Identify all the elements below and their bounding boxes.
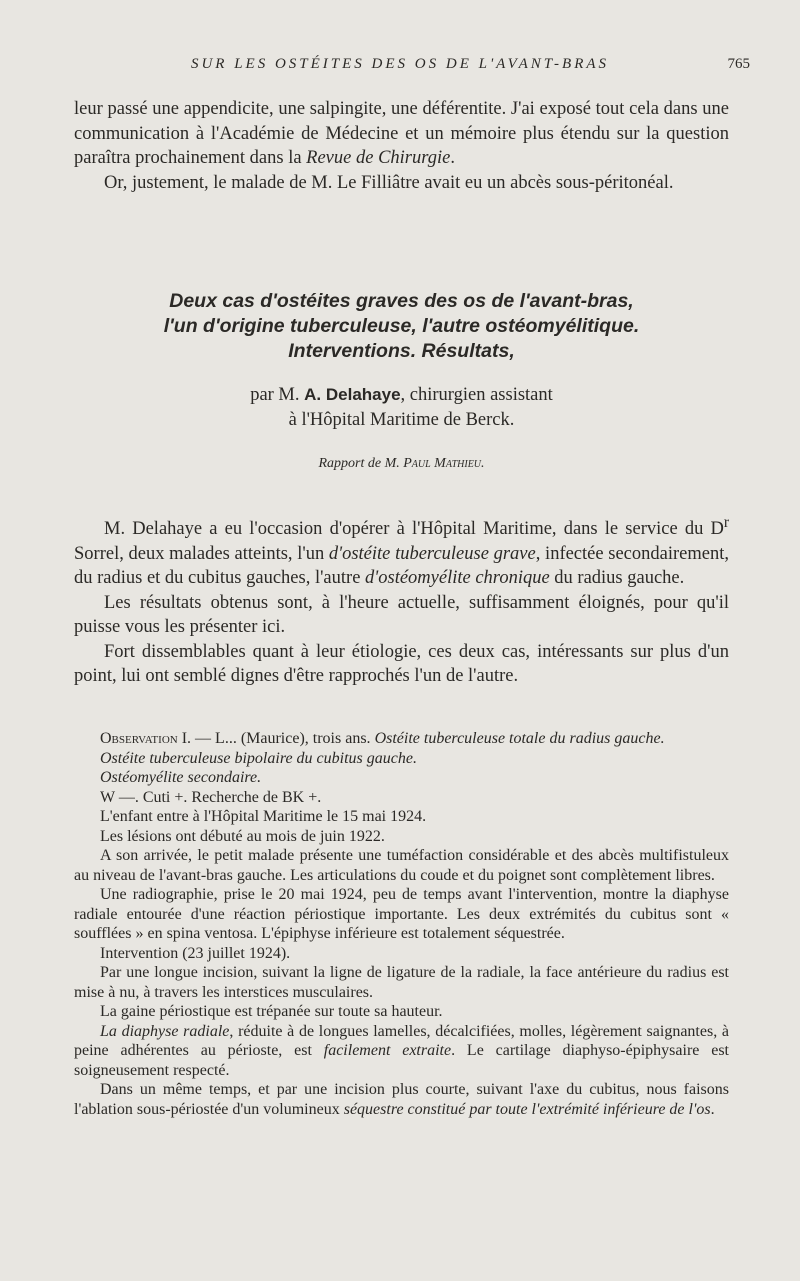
superscript: r <box>723 514 729 531</box>
text-run: du radius gauche. <box>549 568 685 589</box>
rapport-line <box>74 456 729 472</box>
text-run: . <box>450 148 455 168</box>
observation-line: W —. Cuti +. Recherche de BK +. <box>100 788 322 806</box>
text-run: par M. <box>250 385 305 405</box>
author-byline <box>74 383 729 432</box>
observation-label: Observation <box>100 730 178 747</box>
observation-line: L'enfant entre à l'Hôpital Maritime le 15 mai 1924. <box>100 808 427 825</box>
text-run: , réduite à de longues lamelles, décalcifiées, molles, légèrement saignantes, à peine adhérentes au périoste, est <box>74 1022 729 1059</box>
observation-paragraph: A son arrivée, le petit malade présente une tuméfaction considérable et des abcès multifistuleux au niveau de l'avant-bras gauche. Les articulations du coude et du poignet sont complètement libres. <box>74 847 729 884</box>
observation-line: La gaine périostique est trépanée sur toute sa hauteur. <box>100 1003 443 1020</box>
text-run: Rapport de M. <box>318 456 404 471</box>
observation-heading <box>74 729 729 749</box>
text-run: I. — L... (Maurice), trois ans. <box>177 730 375 747</box>
paragraph: Les résultats obtenus sont, à l'heure actuelle, suffisamment éloignés, pour qu'il puisse vous les présenter ici. <box>74 592 729 638</box>
emphasis: d'ostéite tuberculeuse grave <box>328 543 536 564</box>
emphasis: séquestre constitué par toute l'extrémité inférieure de l'os <box>343 1100 711 1118</box>
running-head <box>0 56 800 78</box>
title-line: Interventions. Résultats, <box>288 340 515 362</box>
text-run: . <box>710 1100 715 1118</box>
observation-paragraph <box>74 1080 729 1119</box>
article-body <box>74 511 729 689</box>
emphasis: Ostéite tuberculeuse totale du radius gauche. <box>374 730 665 747</box>
paragraph <box>74 97 729 171</box>
observation-line: Les lésions ont débuté au mois de juin 1922. <box>100 827 385 845</box>
paragraph <box>74 511 729 591</box>
observation-section <box>74 729 729 1119</box>
paragraph: Or, justement, le malade de M. Le Filliâtre avait eu un abcès sous-péritonéal. <box>104 172 674 193</box>
text-run: Dans un même temps, et par une incision plus courte, suivant l'axe du cubitus, nous faisons l'ablation sous-périostée d'un volumineux <box>74 1081 729 1118</box>
emphasis: La diaphyse radiale <box>100 1022 230 1040</box>
author-affiliation: à l'Hôpital Maritime de Berck. <box>288 409 515 430</box>
text-run: leur passé une appendicite, une salpingite, une déférentite. J'ai exposé tout cela dans une communication à l'Académie de Médecine et un mémoire plus étendu sur la question paraîtra prochainement dans la <box>74 99 729 168</box>
rapporteur-name: Paul Mathieu <box>403 456 482 471</box>
title-line: l'un d'origine tuberculeuse, l'autre ostéomyélitique. <box>163 315 640 337</box>
article-title <box>74 289 729 364</box>
paragraph: Fort dissemblables quant à leur étiologie, ces deux cas, intéressants sur plus d'un point, lui ont semblé dignes d'être rapprochés l'un de l'autre. <box>74 641 729 687</box>
observation-paragraph <box>74 1022 729 1081</box>
diagnosis-line <box>74 768 729 788</box>
observation-paragraph: Par une longue incision, suivant la ligne de ligature de la radiale, la face antérieure du radius est mise à nu, à travers les interstices musculaires. <box>74 964 729 1001</box>
text-run: . Le cartilage diaphyso-épiphysaire est soigneusement respecté. <box>74 1042 729 1079</box>
author-line <box>74 383 729 408</box>
text-run: , infectée secondairement, du radius et du cubitus gauches, l'autre <box>74 543 729 589</box>
emphasis: d'ostéomyélite chronique <box>365 568 550 589</box>
text-run: Sorrel, deux malades atteints, l'un <box>74 543 329 564</box>
journal-reference: Revue de Chirurgie <box>306 148 451 168</box>
title-line: Deux cas d'ostéites graves des os de l'avant-bras, <box>169 290 634 312</box>
previous-article-ending <box>74 97 729 195</box>
emphasis: Ostéite tuberculeuse bipolaire du cubitus gauche. <box>100 749 417 767</box>
observation-line: Intervention (23 juillet 1924). <box>100 944 291 962</box>
observation-paragraph: Une radiographie, prise le 20 mai 1924, peu de temps avant l'intervention, montre la diaphyse radiale entourée d'une réaction périostique importante. Les deux extrémités du cubitus sont « soufflées » en spina ventosa. L'épiphyse inférieure est totalement séquestrée. <box>74 886 729 942</box>
page-number: 765 <box>727 56 750 72</box>
running-head-title: SUR LES OSTÉITES DES OS DE L'AVANT-BRAS <box>190 56 610 72</box>
text-run: . <box>481 456 485 471</box>
author-name: A. Delahaye <box>304 385 401 404</box>
emphasis: facilement extraite <box>323 1042 452 1059</box>
emphasis: Ostéomyélite secondaire. <box>100 769 262 786</box>
text-run: , chirurgien assistant <box>400 385 553 405</box>
diagnosis-line <box>74 749 729 769</box>
text-run: M. Delahaye a eu l'occasion d'opérer à l'Hôpital Maritime, dans le service du D <box>104 519 724 540</box>
